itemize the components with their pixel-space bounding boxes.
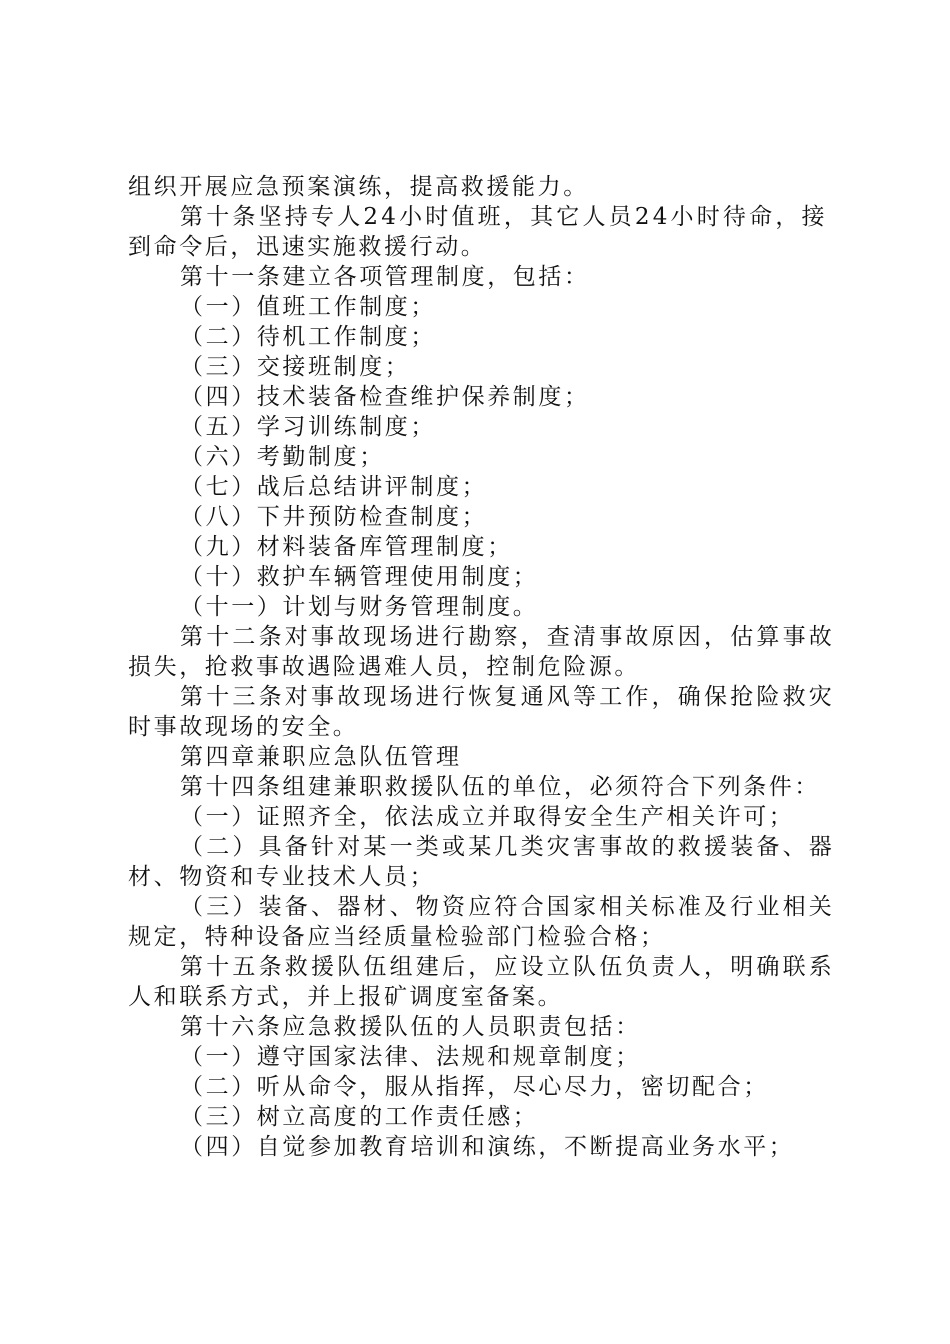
chapter-heading: 第四章兼职应急队伍管理 (180, 744, 462, 770)
list-item: （十）救护车辆管理使用制度； (180, 564, 539, 590)
text-line: 材、物资和专业技术人员； (128, 864, 436, 890)
list-item: （一）值班工作制度； (180, 294, 436, 320)
text-line: 第十二条对事故现场进行勘察，查清事故原因，估算事故 (180, 624, 835, 650)
text-line: 组织开展应急预案演练，提高救援能力。 (128, 174, 589, 200)
list-item: （一）证照齐全，依法成立并取得安全生产相关许可； (180, 804, 795, 830)
text-line: 第十条坚持专人24小时值班，其它人员24小时待命，接 (180, 204, 828, 230)
list-item: （十一）计划与财务管理制度。 (180, 594, 539, 620)
document-body (128, 172, 834, 1162)
text-line: 第十六条应急救援队伍的人员职责包括： (180, 1014, 641, 1040)
list-item: （三）交接班制度； (180, 354, 411, 380)
list-item: （二）具备针对某一类或某几类灾害事故的救援装备、器 (180, 834, 835, 860)
list-item: （六）考勤制度； (180, 444, 385, 470)
text-line: 到命令后，迅速实施救援行动。 (128, 234, 487, 260)
list-item: （一）遵守国家法律、法规和规章制度； (180, 1044, 641, 1070)
text-line: 第十五条救援队伍组建后，应设立队伍负责人，明确联系 (180, 954, 835, 980)
list-item: （三）装备、器材、物资应符合国家相关标准及行业相关 (180, 894, 835, 920)
list-item: （四）技术装备检查维护保养制度； (180, 384, 590, 410)
text-line: 人和联系方式，并上报矿调度室备案。 (128, 984, 564, 1010)
text-line: 时事故现场的安全。 (128, 714, 359, 740)
text-line: 第十四条组建兼职救援队伍的单位，必须符合下列条件： (180, 774, 820, 800)
text-line: 规定，特种设备应当经质量检验部门检验合格； (128, 924, 666, 950)
text-line: 损失，抢救事故遇险遇难人员，控制危险源。 (128, 654, 640, 680)
list-item: （四）自觉参加教育培训和演练，不断提高业务水平； (180, 1134, 795, 1160)
list-item: （三）树立高度的工作责任感； (180, 1104, 539, 1130)
text-line: 第十三条对事故现场进行恢复通风等工作，确保抢险救灾 (180, 684, 835, 710)
list-item: （八）下井预防检查制度； (180, 504, 488, 530)
list-item: （二）待机工作制度； (180, 324, 436, 350)
text-line: 第十一条建立各项管理制度，包括： (180, 264, 590, 290)
list-item: （七）战后总结讲评制度； (180, 474, 488, 500)
list-item: （五）学习训练制度； (180, 414, 436, 440)
list-item: （九）材料装备库管理制度； (180, 534, 513, 560)
list-item: （二）听从命令，服从指挥，尽心尽力，密切配合； (180, 1074, 769, 1100)
